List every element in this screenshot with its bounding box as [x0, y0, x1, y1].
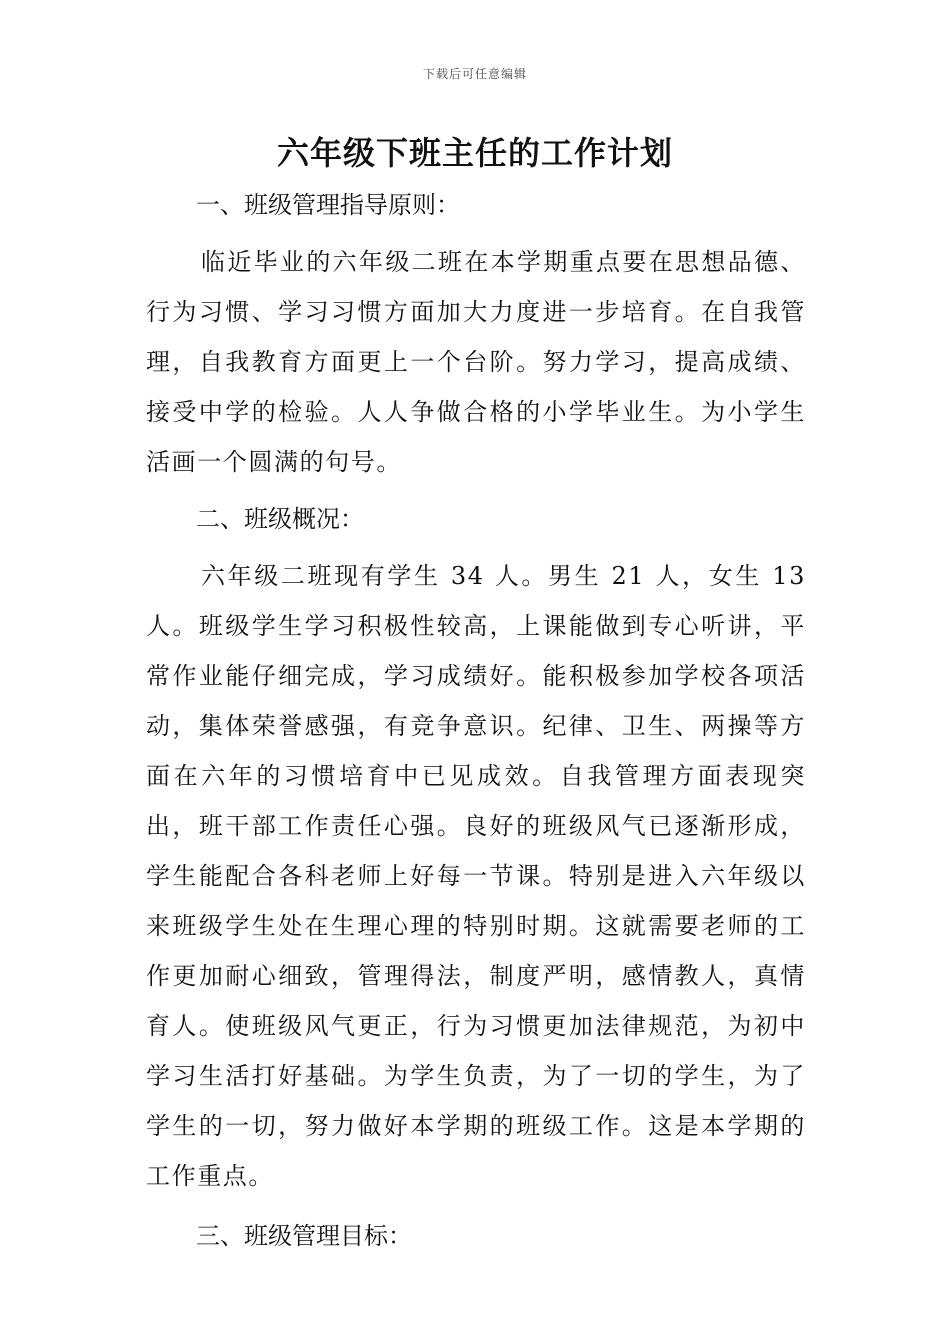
section-heading-principles: 一、班级管理指导原则：: [196, 191, 460, 219]
header-note: 下载后可任意编辑: [422, 67, 527, 81]
section-heading-overview: 二、班级概况：: [196, 505, 364, 533]
document-title: 六年级下班主任的工作计划: [276, 134, 673, 172]
document-body: [146, 180, 806, 1261]
paragraph-principles: 临近毕业的六年级二班在本学期重点要在思想品德、行为习惯、学习习惯方面加大力度进一步培育。在自我管理，自我教育方面更上一个台阶。努力学习，提高成绩、接受中学的检验。人人争做合格的小学毕业生。为小学生活画一个圆满的句号。: [146, 248, 806, 476]
section-heading-goals: 三、班级管理目标：: [196, 1222, 412, 1250]
paragraph-overview: 六年级二班现有学生 34 人。男生 21 人，女生 13 人。班级学生学习积极性较高，上课能做到专心听讲，平常作业能仔细完成，学习成绩好。能积极参加学校各项活动，集体荣誉感强，有竞争意识。纪律、卫生、两操等方面在六年的习惯培育中已见成效。自我管理方面表现突出，班干部工作责任心强。良好的班级风气已逐渐形成，学生能配合各科老师上好每一节课。特别是进入六年级以来班级学生处在生理心理的特别时期。这就需要老师的工作更加耐心细致，管理得法，制度严明，感情教人，真情育人。使班级风气更正，行为习惯更加法律规范，为初中学习生活打好基础。为学生负责，为了一切的学生，为了学生的一切，努力做好本学期的班级工作。这是本学期的工作重点。: [146, 562, 806, 1190]
